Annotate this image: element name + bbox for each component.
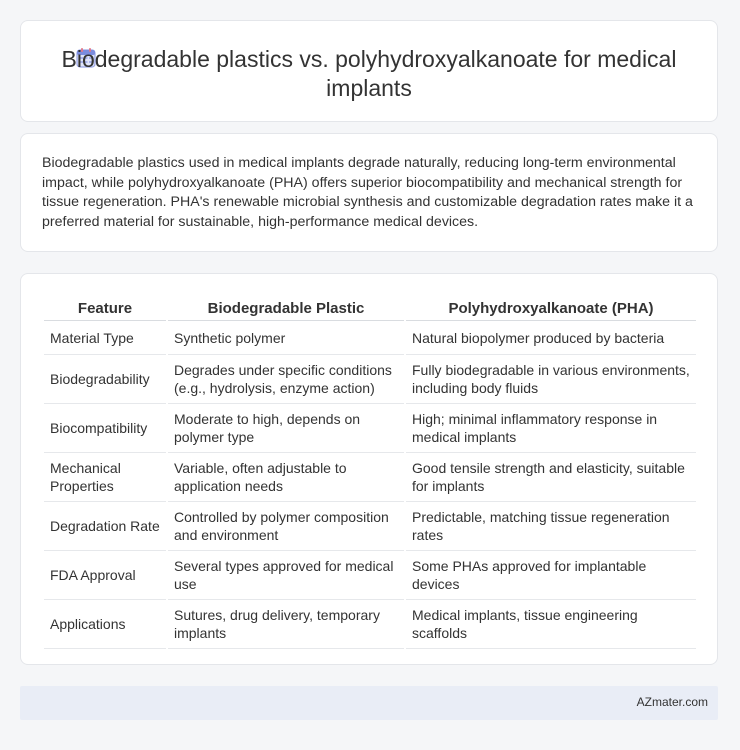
table-cell: Natural biopolymer produced by bacteria <box>406 321 696 355</box>
comparison-table-card <box>20 273 718 665</box>
table-cell: Some PHAs approved for implantable devices <box>406 551 696 600</box>
table-cell: Medical implants, tissue engineering scaffolds <box>406 600 696 649</box>
intro-paragraph: Biodegradable plastics used in medical implants degrade naturally, reducing long-term environmental impact, while polyhydroxyalkanoate (PHA) offers superior biocompatibility and mechanical strength for tissue regeneration. PHA's renewable microbial synthesis and customizable degradation rates make it a preferred material for sustainable, high-performance medical devices. <box>42 155 693 230</box>
header-biodegradable-plastic: Biodegradable Plastic <box>168 294 404 321</box>
table-cell: Controlled by polymer composition and environment <box>168 502 404 551</box>
table-cell: Variable, often adjustable to application needs <box>168 453 404 502</box>
table-cell: Degrades under specific conditions (e.g., hydrolysis, enzyme action) <box>168 355 404 404</box>
table-row <box>44 321 696 355</box>
table-cell: Moderate to high, depends on polymer type <box>168 404 404 453</box>
header-feature: Feature <box>44 294 166 321</box>
table-row <box>44 355 696 404</box>
table-row <box>44 502 696 551</box>
footer-bar <box>20 686 718 720</box>
table-row <box>44 600 696 649</box>
table-cell: High; minimal inflammatory response in medical implants <box>406 404 696 453</box>
comparison-table <box>42 294 698 649</box>
page-title: Biodegradable plastics vs. polyhydroxyalkanoate for medical implants <box>61 46 677 101</box>
table-cell: Several types approved for medical use <box>168 551 404 600</box>
title-card <box>20 20 718 122</box>
table-header-row <box>44 294 696 321</box>
table-cell: Degradation Rate <box>44 502 166 551</box>
table-row <box>44 551 696 600</box>
table-cell: Fully biodegradable in various environments, including body fluids <box>406 355 696 404</box>
table-cell: Biocompatibility <box>44 404 166 453</box>
intro-card <box>20 133 718 252</box>
table-cell: Predictable, matching tissue regeneration rates <box>406 502 696 551</box>
header-pha: Polyhydroxyalkanoate (PHA) <box>406 294 696 321</box>
footer-brand-link[interactable]: AZmater.com <box>636 695 708 709</box>
table-cell: Good tensile strength and elasticity, suitable for implants <box>406 453 696 502</box>
table-row <box>44 404 696 453</box>
table-cell: Applications <box>44 600 166 649</box>
table-cell: Sutures, drug delivery, temporary implants <box>168 600 404 649</box>
table-cell: Mechanical Properties <box>44 453 166 502</box>
table-cell: Material Type <box>44 321 166 355</box>
table-cell: Biodegradability <box>44 355 166 404</box>
table-cell: Synthetic polymer <box>168 321 404 355</box>
table-cell: FDA Approval <box>44 551 166 600</box>
table-row <box>44 453 696 502</box>
